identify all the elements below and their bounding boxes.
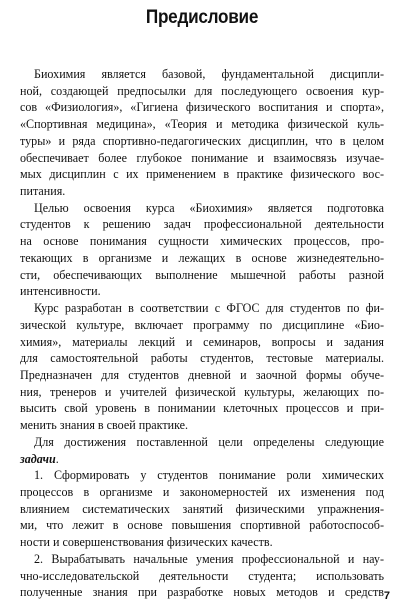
text-line: сти, обеспечивающих выполнение мышечной работы разной: [20, 267, 384, 282]
text-line: химия», материалы лекций и семинаров, вопросы и задания: [20, 334, 384, 349]
text-line: процессов в организме и закономерностей их изменения под: [20, 484, 384, 499]
text-line: ной, создающей предпосылки для последующего освоения кур-: [20, 83, 384, 98]
text-line: мых дисциплин с их применением в практике физического вос-: [20, 167, 384, 182]
text-line: интенсивности.: [20, 284, 101, 299]
text-line: ния, тренеров и учителей физической культуры, желающих по-: [20, 384, 384, 399]
text-line: питания.: [20, 184, 66, 199]
text-line: туры» и ряда спортивно-педагогических дисциплин, что в целом: [20, 133, 384, 148]
page-number: 7: [383, 590, 390, 602]
text-line: сов «Физиология», «Гигиена физического воспитания и спорта»,: [20, 100, 384, 115]
text-line: ности и совершенствования физических качеств.: [20, 535, 273, 550]
text-line: на основе понимания сущности химических процессов, про-: [20, 234, 384, 249]
zadachi-period: .: [55, 451, 59, 466]
text-line: влиянием систематических занятий физическими упражнения-: [20, 501, 384, 516]
preface-text: [20, 66, 384, 601]
text-line: ми, что лежит в основе повышения спортивной работоспособ-: [20, 518, 384, 533]
text-line: [20, 451, 384, 468]
text-line: Целью освоения курса «Биохимия» является подготовка: [34, 200, 384, 215]
text-line: обеспечивает более глубокое понимание и взаимосвязь изучае-: [20, 150, 384, 165]
zadachi-emphasis: задачи: [20, 451, 56, 466]
text-line: Для достижения поставленной цели определены следующие: [34, 434, 384, 449]
text-line: текающих в организме и лежащих в основе жизнедеятельно-: [20, 250, 384, 265]
text-line: чно-исследовательской деятельности студента; использовать: [20, 568, 384, 583]
text-line: студентов к решению задач профессиональной деятельности: [20, 217, 384, 232]
text-line: Биохимия является базовой, фундаментальной дисципли-: [34, 67, 384, 81]
page-title: Предисловие: [145, 6, 259, 28]
text-line: «Спортивная медицина», «Теория и методика физической куль-: [20, 117, 384, 132]
text-line: менить знания в своей практике.: [20, 418, 189, 433]
text-line: полученные знания при разработке новых методов и средств: [20, 585, 384, 600]
text-line: 1. Сформировать у студентов понимание роли химических: [34, 468, 384, 483]
text-line: для самостоятельной работы студентов, тестовые материалы.: [20, 351, 384, 366]
text-line: Предназначен для студентов дневной и заочной формы обуче-: [20, 367, 384, 382]
text-line: 2. Вырабатывать начальные умения профессиональной и нау-: [34, 551, 384, 566]
text-line: Курс разработан в соответствии с ФГОС для студентов по фи-: [34, 301, 384, 316]
text-line: зической культуре, включает программу по дисциплине «Био-: [20, 317, 384, 332]
text-line: высить свой уровень в понимании клеточных процессов и при-: [20, 401, 384, 416]
